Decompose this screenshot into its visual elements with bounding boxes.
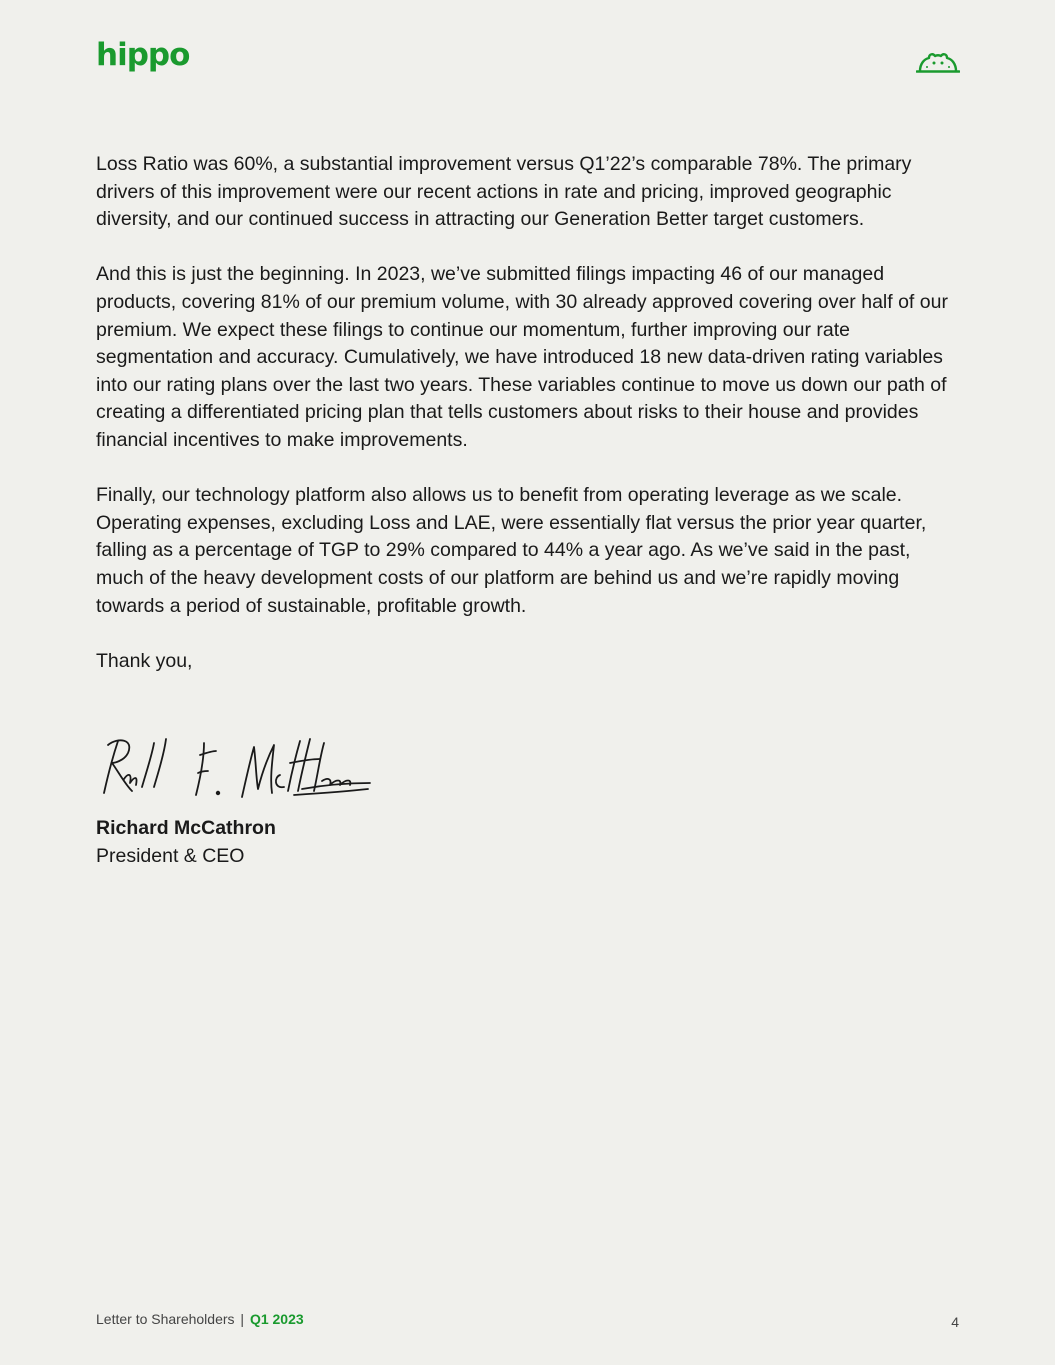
paragraph-loss-ratio: Loss Ratio was 60%, a substantial improvement versus Q1’22’s comparable 78%. The primary drivers of this improvement were our recent actions in rate and pricing, improved geographic diversity, and our continued success in attracting our Generation Better target customers. — [96, 153, 912, 231]
signer-name: Richard McCathron — [96, 817, 276, 839]
paragraph-filings: And this is just the beginning. In 2023, we’ve submitted filings impacting 46 of our managed products, covering 81% of our premium volume, with 30 already approved covering over half of our premium. We expect these filings to continue our momentum, further improving our rate segmentation and accuracy. Cumulatively, we have introduced 18 new data-driven rating variables into our rating plans over the last two years. These variables continue to move us down our path of creating a differentiated pricing plan that tells customers about risks to their house and provides financial incentives to make improvements. — [96, 263, 948, 451]
hippo-mascot-icon — [916, 50, 960, 74]
paragraph-operating-leverage: Finally, our technology platform also allows us to benefit from operating leverage as we scale. Operating expenses, excluding Loss and LAE, were essentially flat versus the prior year quarter, falling as a percentage of TGP to 29% compared to 44% a year ago. As we’ve said in the past, much of the heavy development costs of our platform are behind us and we’re rapidly moving towards a period of sustainable, profitable growth. — [96, 484, 927, 617]
footer-quarter: Q1 2023 — [249, 1311, 304, 1327]
footer-separator: | — [240, 1311, 245, 1327]
page-number: 4 — [951, 1314, 959, 1330]
signer-title: President & CEO — [96, 845, 245, 867]
footer — [96, 1310, 304, 1328]
hippo-logo: hippo — [96, 37, 190, 73]
handwritten-signature — [94, 733, 374, 803]
closing-salutation: Thank you, — [96, 649, 193, 672]
footer-label: Letter to Shareholders — [96, 1311, 235, 1327]
letter-body — [96, 151, 962, 703]
